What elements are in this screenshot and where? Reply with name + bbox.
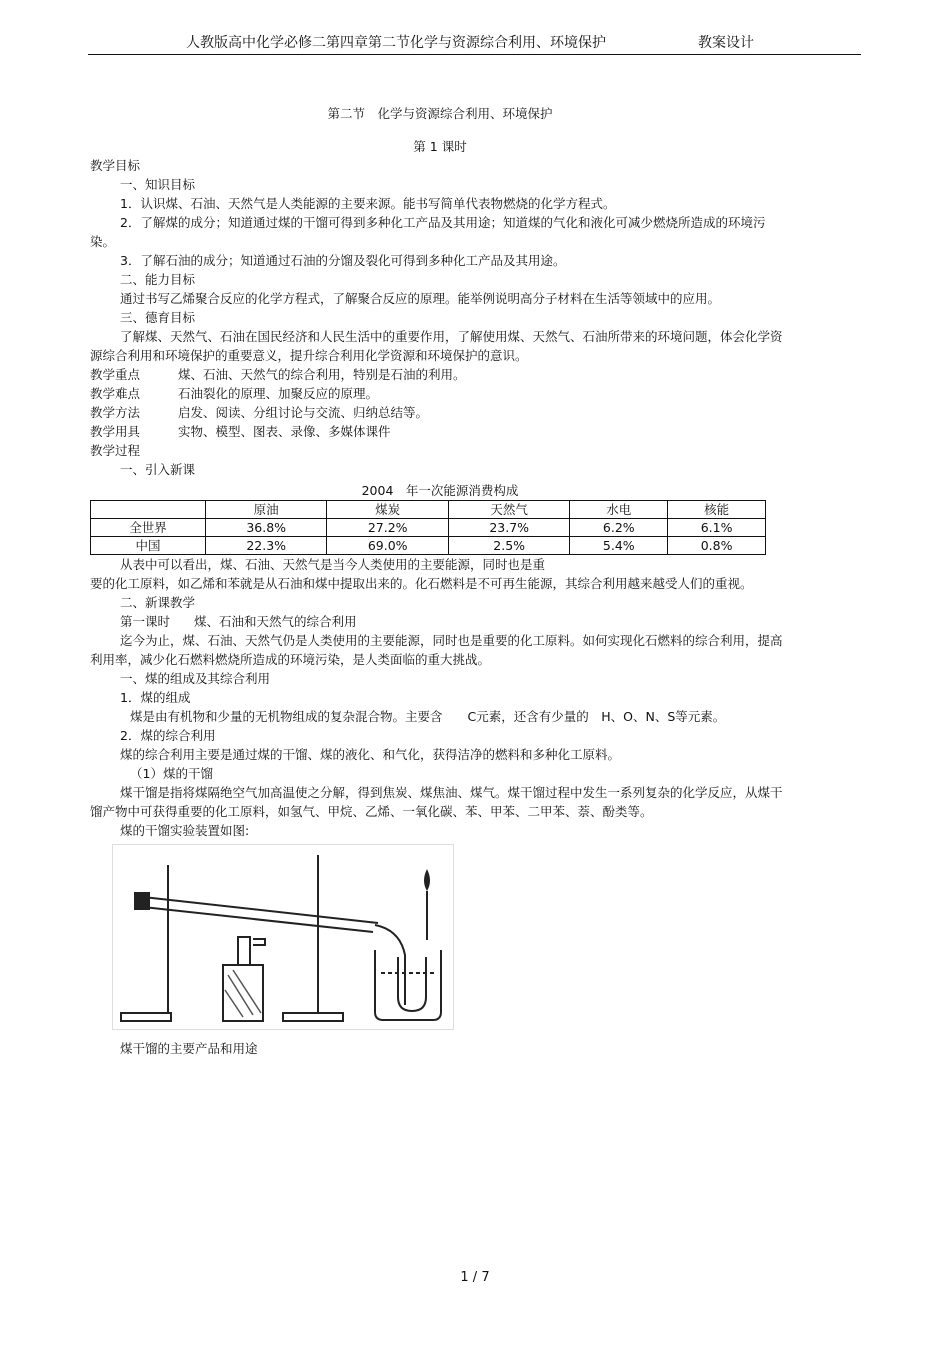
table-cell: 2.5%	[448, 537, 570, 555]
table-cell: 23.7%	[448, 519, 570, 537]
table-header-cell: 天然气	[448, 501, 570, 519]
u-tube	[398, 957, 426, 1011]
table-header-cell: 煤炭	[327, 501, 449, 519]
burner-valve	[253, 939, 265, 945]
page-number: 1 / 7	[460, 1270, 490, 1285]
teaching-focus-label: 教学重点	[90, 367, 141, 382]
teaching-focus	[90, 365, 790, 384]
paragraph-fossil-fuels: 迄今为止，煤、石油、天然气仍是人类使用的主要能源，同时也是重要的化工原料。如何实现化石燃料的综合利用，提高利用率，减少化石燃料燃烧所造成的环境污染，是人类面临的重大挑战。	[90, 633, 783, 667]
page-header	[88, 32, 861, 55]
document-body	[90, 104, 790, 1058]
table-cell: 69.0%	[327, 537, 449, 555]
table-header-cell: 原油	[205, 501, 327, 519]
table-header-cell	[91, 501, 206, 519]
lesson-1-label: 第一课时	[120, 614, 171, 629]
burner-box	[223, 965, 263, 1021]
table-cell: 5.4%	[570, 537, 668, 555]
lesson-subtitle: 第 1 课时	[413, 139, 467, 154]
stand-base-middle	[283, 1013, 343, 1021]
section-title: 第二节 化学与资源综合利用、环境保护	[327, 106, 553, 121]
knowledge-goal-2: 2．了解煤的成分；知道通过煤的干馏可得到多种化工产品及其用途；知道煤的气化和液化可减少燃烧所造成的环境污染。	[90, 215, 766, 249]
ability-goal-text: 通过书写乙烯聚合反应的化学方程式，了解聚合反应的原理。能举例说明高分子材料在生活等领域中的应用。	[120, 291, 721, 306]
table-header-cell: 水电	[570, 501, 668, 519]
table-cell: 中国	[91, 537, 206, 555]
figure-caption: 煤的干馏实验装置如图:	[120, 823, 250, 838]
teaching-difficulty	[90, 384, 790, 403]
lesson-1	[90, 612, 790, 631]
coal-utilization-text: 煤的综合利用主要是通过煤的干馏、煤的液化、和气化，获得洁净的燃料和多种化工原料。	[120, 747, 621, 762]
burner-neck	[238, 937, 250, 965]
moral-goal-text: 了解煤、天然气、石油在国民经济和人民生活中的重要作用，了解使用煤、天然气、石油所带来的环境问题，体会化学资源综合利用和环境保护的重要意义，提升综合利用化学资源和环境保护的意识。	[90, 329, 783, 363]
process-heading: 教学过程	[90, 443, 141, 458]
intro-heading: 一、引入新课	[120, 462, 196, 477]
lesson-1-topic: 煤、石油和天然气的综合利用	[194, 614, 357, 629]
teaching-method-label: 教学方法	[90, 405, 141, 420]
after-table-line-2: 要的化工原料，如乙烯和苯就是从石油和煤中提取出来的。化石燃料是不可再生能源，其综合利用越来越受人们的重视。	[90, 576, 753, 591]
table-row	[91, 519, 766, 537]
stand-base-left	[121, 1013, 171, 1021]
table-row	[91, 537, 766, 555]
table-title: 2004 年一次能源消费构成	[361, 483, 519, 498]
teaching-tools	[90, 422, 790, 441]
table-header-cell: 核能	[668, 501, 766, 519]
teaching-method	[90, 403, 790, 422]
table-cell: 27.2%	[327, 519, 449, 537]
tube-stopper	[135, 893, 149, 909]
coal-composition-heading: 1．煤的组成	[120, 690, 191, 705]
goal-heading: 教学目标	[90, 158, 141, 173]
teaching-difficulty-label: 教学难点	[90, 386, 141, 401]
moral-goal-heading: 三、德育目标	[120, 310, 196, 325]
new-lesson-heading: 二、新课教学	[120, 595, 196, 610]
teaching-tools-label: 教学用具	[90, 424, 141, 439]
table-cell: 0.8%	[668, 537, 766, 555]
knowledge-goal-1: 1．认识煤、石油、天然气是人类能源的主要来源。能书写简单代表物燃烧的化学方程式。	[120, 196, 616, 211]
teaching-difficulty-value: 石油裂化的原理、加聚反应的原理。	[178, 386, 379, 401]
table-cell: 6.2%	[570, 519, 668, 537]
coal-carbonization-text: 煤干馏是指将煤隔绝空气加高温使之分解，得到焦炭、煤焦油、煤气。煤干馏过程中发生一系列复杂的化学反应，从煤干馏产物中可获得重要的化工原料，如氢气、甲烷、乙烯、一氧化碳、苯、甲苯、二甲苯、萘、酚类等。	[90, 785, 783, 819]
table-cell: 全世界	[91, 519, 206, 537]
coal-carbonization-heading: （1）煤的干馏	[130, 766, 213, 781]
delivery-tube	[375, 925, 405, 1005]
coal-composition-text: 煤是由有机物和少量的无机物组成的复杂混合物。主要含 C元素，还含有少量的 H、O、N、S等元素。	[130, 709, 726, 724]
teaching-tools-value: 实物、模型、图表、录像、多媒体课件	[178, 424, 391, 439]
teaching-method-value: 启发、阅读、分组讨论与交流、归纳总结等。	[178, 405, 429, 420]
knowledge-goal-3: 3．了解石油的成分；知道通过石油的分馏及裂化可得到多种化工产品及其用途。	[120, 253, 566, 268]
table-cell: 36.8%	[205, 519, 327, 537]
table-header-row	[91, 501, 766, 519]
coal-utilization-heading: 2．煤的综合利用	[120, 728, 216, 743]
ability-goal-heading: 二、能力目标	[120, 272, 196, 287]
after-figure-heading: 煤干馏的主要产品和用途	[120, 1041, 258, 1056]
table-cell: 6.1%	[668, 519, 766, 537]
teaching-focus-value: 煤、石油、天然气的综合利用，特别是石油的利用。	[178, 367, 466, 382]
energy-consumption-table	[90, 500, 766, 555]
after-table-line-1: 从表中可以看出，煤、石油、天然气是当今人类使用的主要能源，同时也是重	[120, 557, 546, 572]
carbonization-apparatus-figure	[112, 844, 454, 1030]
table-cell: 22.3%	[205, 537, 327, 555]
header-title: 人教版高中化学必修二第四章第二节化学与资源综合利用、环境保护	[186, 35, 606, 51]
beaker	[375, 950, 441, 1020]
knowledge-goal-heading: 一、知识目标	[120, 177, 196, 192]
coal-heading: 一、煤的组成及其综合利用	[120, 671, 271, 686]
header-tag: 教案设计	[698, 35, 754, 51]
flame-icon	[424, 869, 430, 891]
